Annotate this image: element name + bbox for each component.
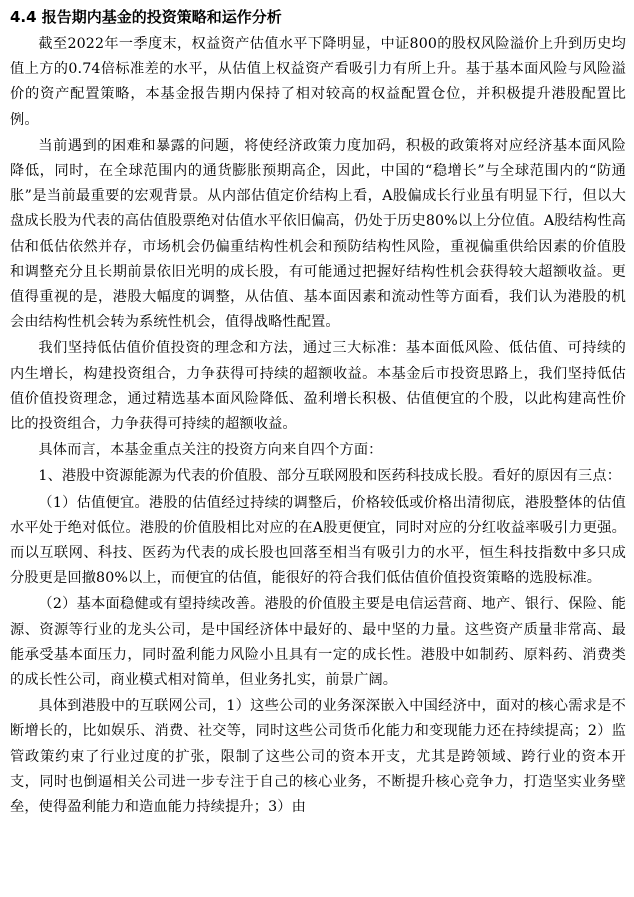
paragraph-internet-companies: 具体到港股中的互联网公司，1）这些公司的业务深深嵌入中国经济中，面对的核心需求是不断增长的，比如娱乐、消费、社交等，同时这些公司货币化能力和变现能力还在持续提高；2）监管政策约束了行业过度的扩张，限制了这些公司的资本开支，尤其是跨领域、跨行业的资本开支，同时也倒逼相关公司进一步专注于自己的核心业务，不断提升核心竞争力，打造坚实业务壁垒，使得盈利能力和造血能力持续提升；3）由	[10, 698, 626, 816]
section-heading: 4.4 报告期内基金的投资策略和运作分析	[10, 8, 282, 26]
paragraph-investment-philosophy: 我们坚持低估值价值投资的理念和方法，通过三大标准：基本面低风险、低估值、可持续的内生增长，构建投资组合，力争获得可持续的超额收益。本基金后市投资思路上，我们坚持低估值价值投资理念，通过精选基本面风险降低、盈利增长积极、估值便宜的个股，以此构建高性价比的投资组合，力争获得可持续的超额收益。	[10, 340, 626, 433]
paragraph-macro-background: 当前遇到的困难和暴露的问题，将使经济政策力度加码，积极的政策将对应经济基本面风险降低，同时，在全球范围内的通货膨胀预期高企，因此，中国的“稳增长”与全球范围内的“防通胀”是当前最重要的宏观背景。从内部估值定价结构上看，A股偏成长行业虽有明显下行，但以大盘成长股为代表的高估值股票绝对估值水平依旧偏高，仍处于历史80%以上分位值。A股结构性高估和低估依然并存，市场机会仍偏重结构性机会和预防结构性风险，重视偏重供给因素的价值股和调整充分且长期前景依旧光明的成长股，有可能通过把握好结构性机会获得较大超额收益。更值得重视的是，港股大幅度的调整，从估值、基本面因素和流动性等方面看，我们认为港股的机会由结构性机会转为系统性机会，值得战略性配置。	[10, 137, 626, 331]
paragraph-cheap-valuation: （1）估值便宜。港股的估值经过持续的调整后，价格较低或价格出清彻底，港股整体的估值水平处于绝对低位。港股的价值股相比对应的在A股更便宜，同时对应的分红收益率吸引力更强。而以互联网、科技、医药为代表的成长股也回落至相当有吸引力的水平，恒生科技指数中多只成分股更是回撤80%以上，而便宜的估值，能很好的符合我们低估值价值投资策略的选股标准。	[10, 494, 626, 587]
paragraph-focus-intro: 具体而言，本基金重点关注的投资方向来自四个方面：	[38, 442, 383, 459]
paragraph-stable-fundamentals: （2）基本面稳健或有望持续改善。港股的价值股主要是电信运营商、地产、银行、保险、能源、资源等行业的龙头公司，是中国经济体中最好的、最中坚的力量。这些资产质量非常高、最能承受基本面压力，同时盈利能力风险小且具有一定的成长性。港股中如制药、原料药、消费类的成长性公司，商业模式相对简单，但业务扎实，前景广阔。	[10, 596, 626, 689]
paragraph-valuation-overview: 截至2022年一季度末，权益资产估值水平下降明显，中证800的股权风险溢价上升到历史均值上方的0.74倍标准差的水平，从估值上权益资产看吸引力有所上升。基于基本面风险与风险溢价的资产配置策略，本基金报告期内保持了相对较高的权益配置仓位，并积极提升港股配置比例。	[10, 36, 626, 128]
paragraph-hk-stocks-point: 1、港股中资源能源为代表的价值股、部分互联网股和医药科技成长股。看好的原因有三点：	[38, 468, 622, 485]
